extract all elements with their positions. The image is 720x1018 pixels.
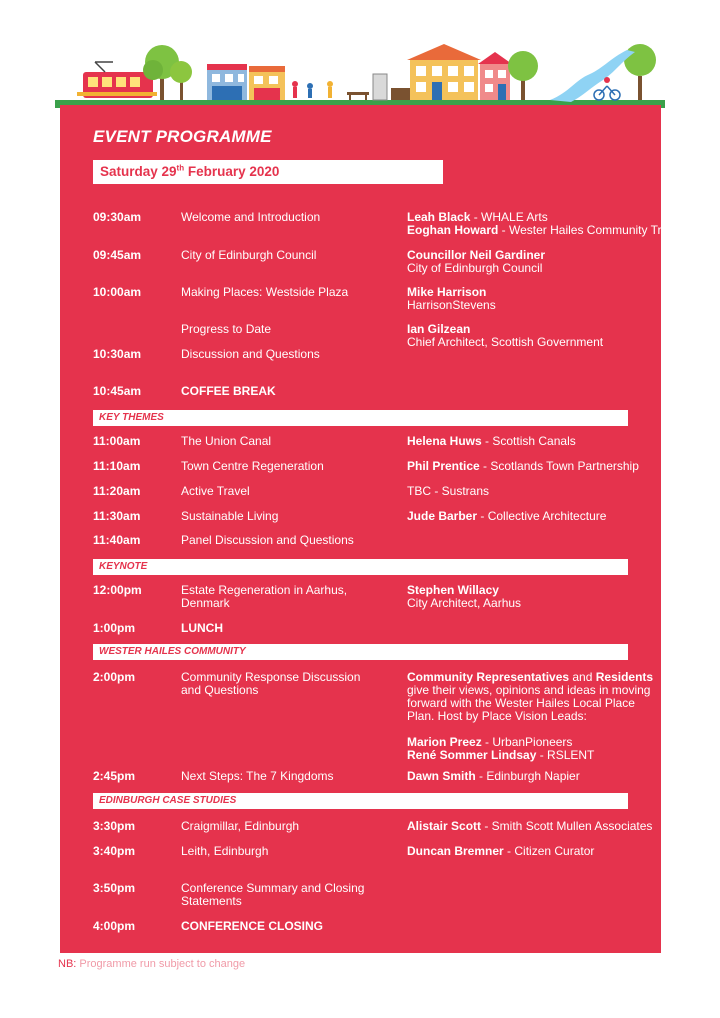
session-title: Town Centre Regeneration [181, 459, 324, 473]
time-label: 11:10am [93, 459, 141, 473]
speaker-detail: - Scottish Canals [481, 434, 576, 448]
speaker-name: Leah Black [407, 210, 471, 224]
session-title: Leith, Edinburgh [181, 844, 269, 858]
programme-title: EVENT PROGRAMME [93, 127, 272, 146]
session-title: Community Response Discussion and Questions [181, 670, 361, 697]
time-label: 10:30am [93, 347, 142, 361]
speaker-line [407, 845, 661, 858]
speaker-line [407, 820, 661, 833]
speaker-detail: - Citizen Curator [503, 844, 595, 858]
date-suffix: th [176, 163, 185, 173]
speaker-name: Mike Harrison [407, 285, 487, 299]
section-header: KEY THEMES [93, 410, 628, 426]
people-illustration [292, 81, 333, 98]
session-title: Estate Regeneration in Aarhus, Denmark [181, 583, 348, 610]
speaker-name: Stephen Willacy [407, 583, 499, 597]
speaker-detail: TBC - Sustrans [407, 484, 490, 498]
time-label: 12:00pm [93, 583, 142, 597]
footnote-label: NB: [58, 958, 77, 970]
shops-illustration [207, 64, 285, 100]
speaker-name: Marion Preez [407, 735, 482, 749]
speaker-info [407, 671, 661, 762]
session-title: Discussion and Questions [181, 347, 320, 361]
speaker-info [407, 845, 661, 858]
speaker-line [407, 336, 661, 349]
speaker-name: René Sommer Lindsay [407, 748, 537, 762]
speaker-name: Community Representatives [407, 670, 570, 684]
speaker-line [407, 262, 661, 275]
speaker-detail: and [569, 670, 596, 684]
date-box [93, 160, 443, 184]
speaker-detail: City of Edinburgh Council [407, 261, 543, 275]
section-header: KEYNOTE [93, 559, 628, 575]
programme-panel [60, 105, 678, 953]
section-header: WESTER HAILES COMMUNITY [93, 644, 628, 660]
speaker-info [407, 435, 661, 448]
session-title: Progress to Date [181, 322, 272, 336]
speaker-info [407, 460, 661, 473]
time-label: 09:45am [93, 248, 142, 262]
canal-illustration [550, 50, 635, 102]
speaker-name: Phil Prentice [407, 459, 480, 473]
time-label: 2:00pm [93, 670, 136, 684]
speaker-line [407, 435, 661, 448]
speaker-detail: give their views, opinions and ideas in moving [407, 683, 651, 697]
session-title: Sustainable Living [181, 509, 279, 523]
speaker-detail: forward with the Wester Hailes Local Place [407, 696, 635, 710]
speaker-info [407, 249, 661, 275]
speaker-name: Duncan Bremner [407, 844, 504, 858]
time-label: 3:30pm [93, 819, 136, 833]
speaker-detail: - Wester Hailes Community Trust [498, 223, 678, 237]
time-label: 11:00am [93, 434, 141, 448]
session-title: CONFERENCE CLOSING [181, 919, 324, 933]
session-title: Making Places: Westside Plaza [181, 285, 349, 299]
session-title: COFFEE BREAK [181, 384, 276, 398]
speaker-line [407, 770, 661, 783]
time-label: 10:45am [93, 384, 142, 398]
session-title: Panel Discussion and Questions [181, 533, 354, 547]
speaker-detail: Plan. Host by Place Vision Leads: [407, 709, 587, 723]
speaker-info [407, 770, 661, 783]
speaker-name: Councillor Neil Gardiner [407, 248, 546, 262]
speaker-name: Ian Gilzean [407, 322, 471, 336]
speaker-name: Jude Barber [407, 509, 478, 523]
speaker-info [407, 323, 661, 349]
time-label: 09:30am [93, 210, 142, 224]
speaker-detail: City Architect, Aarhus [407, 596, 522, 610]
session-title: City of Edinburgh Council [181, 248, 317, 262]
session-title: LUNCH [181, 621, 223, 635]
speaker-detail: - UrbanPioneers [481, 735, 573, 749]
time-label: 2:45pm [93, 769, 136, 783]
speaker-info [407, 485, 661, 498]
speaker-info [407, 210, 678, 237]
session-title: Conference Summary and Closing Statements [181, 881, 365, 908]
speaker-detail: - RSLENT [536, 748, 595, 762]
speaker-name: Residents [595, 670, 654, 684]
street-furniture-illustration [347, 74, 411, 100]
speaker-line [407, 299, 661, 312]
time-label: 11:40am [93, 533, 141, 547]
speaker-line [407, 597, 661, 610]
speaker-detail: - WHALE Arts [470, 210, 548, 224]
speaker-line [407, 510, 661, 523]
speaker-info [407, 820, 661, 833]
speaker-info [407, 510, 661, 523]
section-header: EDINBURGH CASE STUDIES [93, 793, 628, 809]
speaker-info [407, 286, 661, 312]
session-title: Active Travel [181, 484, 250, 498]
speaker-name: Eoghan Howard [407, 223, 499, 237]
speaker-line [407, 749, 661, 762]
town-illustration [55, 40, 665, 108]
date-day: Saturday 29 [100, 164, 177, 179]
speaker-detail: - Collective Architecture [477, 509, 607, 523]
speaker-detail: Chief Architect, Scottish Government [407, 335, 604, 349]
time-label: 3:40pm [93, 844, 136, 858]
speaker-name: Helena Huws [407, 434, 482, 448]
session-title: Craigmillar, Edinburgh [181, 819, 300, 833]
speaker-line [407, 223, 678, 237]
speaker-name: Alistair Scott [407, 819, 482, 833]
speaker-detail: - Edinburgh Napier [475, 769, 580, 783]
session-title: Next Steps: The 7 Kingdoms [181, 769, 334, 783]
speaker-info [407, 584, 661, 610]
speaker-detail: - Smith Scott Mullen Associates [481, 819, 653, 833]
speaker-detail: - Scotlands Town Partnership [479, 459, 639, 473]
speaker-line [407, 485, 661, 498]
session-title: Welcome and Introduction [181, 210, 321, 224]
time-label: 3:50pm [93, 881, 136, 895]
time-label: 11:20am [93, 484, 141, 498]
time-label: 1:00pm [93, 621, 136, 635]
speaker-line [407, 710, 661, 723]
speaker-name: Dawn Smith [407, 769, 476, 783]
footnote [58, 958, 245, 970]
date-rest: February 2020 [184, 164, 280, 179]
houses-illustration [407, 44, 512, 100]
speaker-detail: HarrisonStevens [407, 298, 496, 312]
session-title: The Union Canal [181, 434, 272, 448]
time-label: 11:30am [93, 509, 141, 523]
time-label: 4:00pm [93, 919, 136, 933]
time-label: 10:00am [93, 285, 142, 299]
speaker-line [407, 460, 661, 473]
footnote-text: Programme run subject to change [76, 958, 246, 970]
